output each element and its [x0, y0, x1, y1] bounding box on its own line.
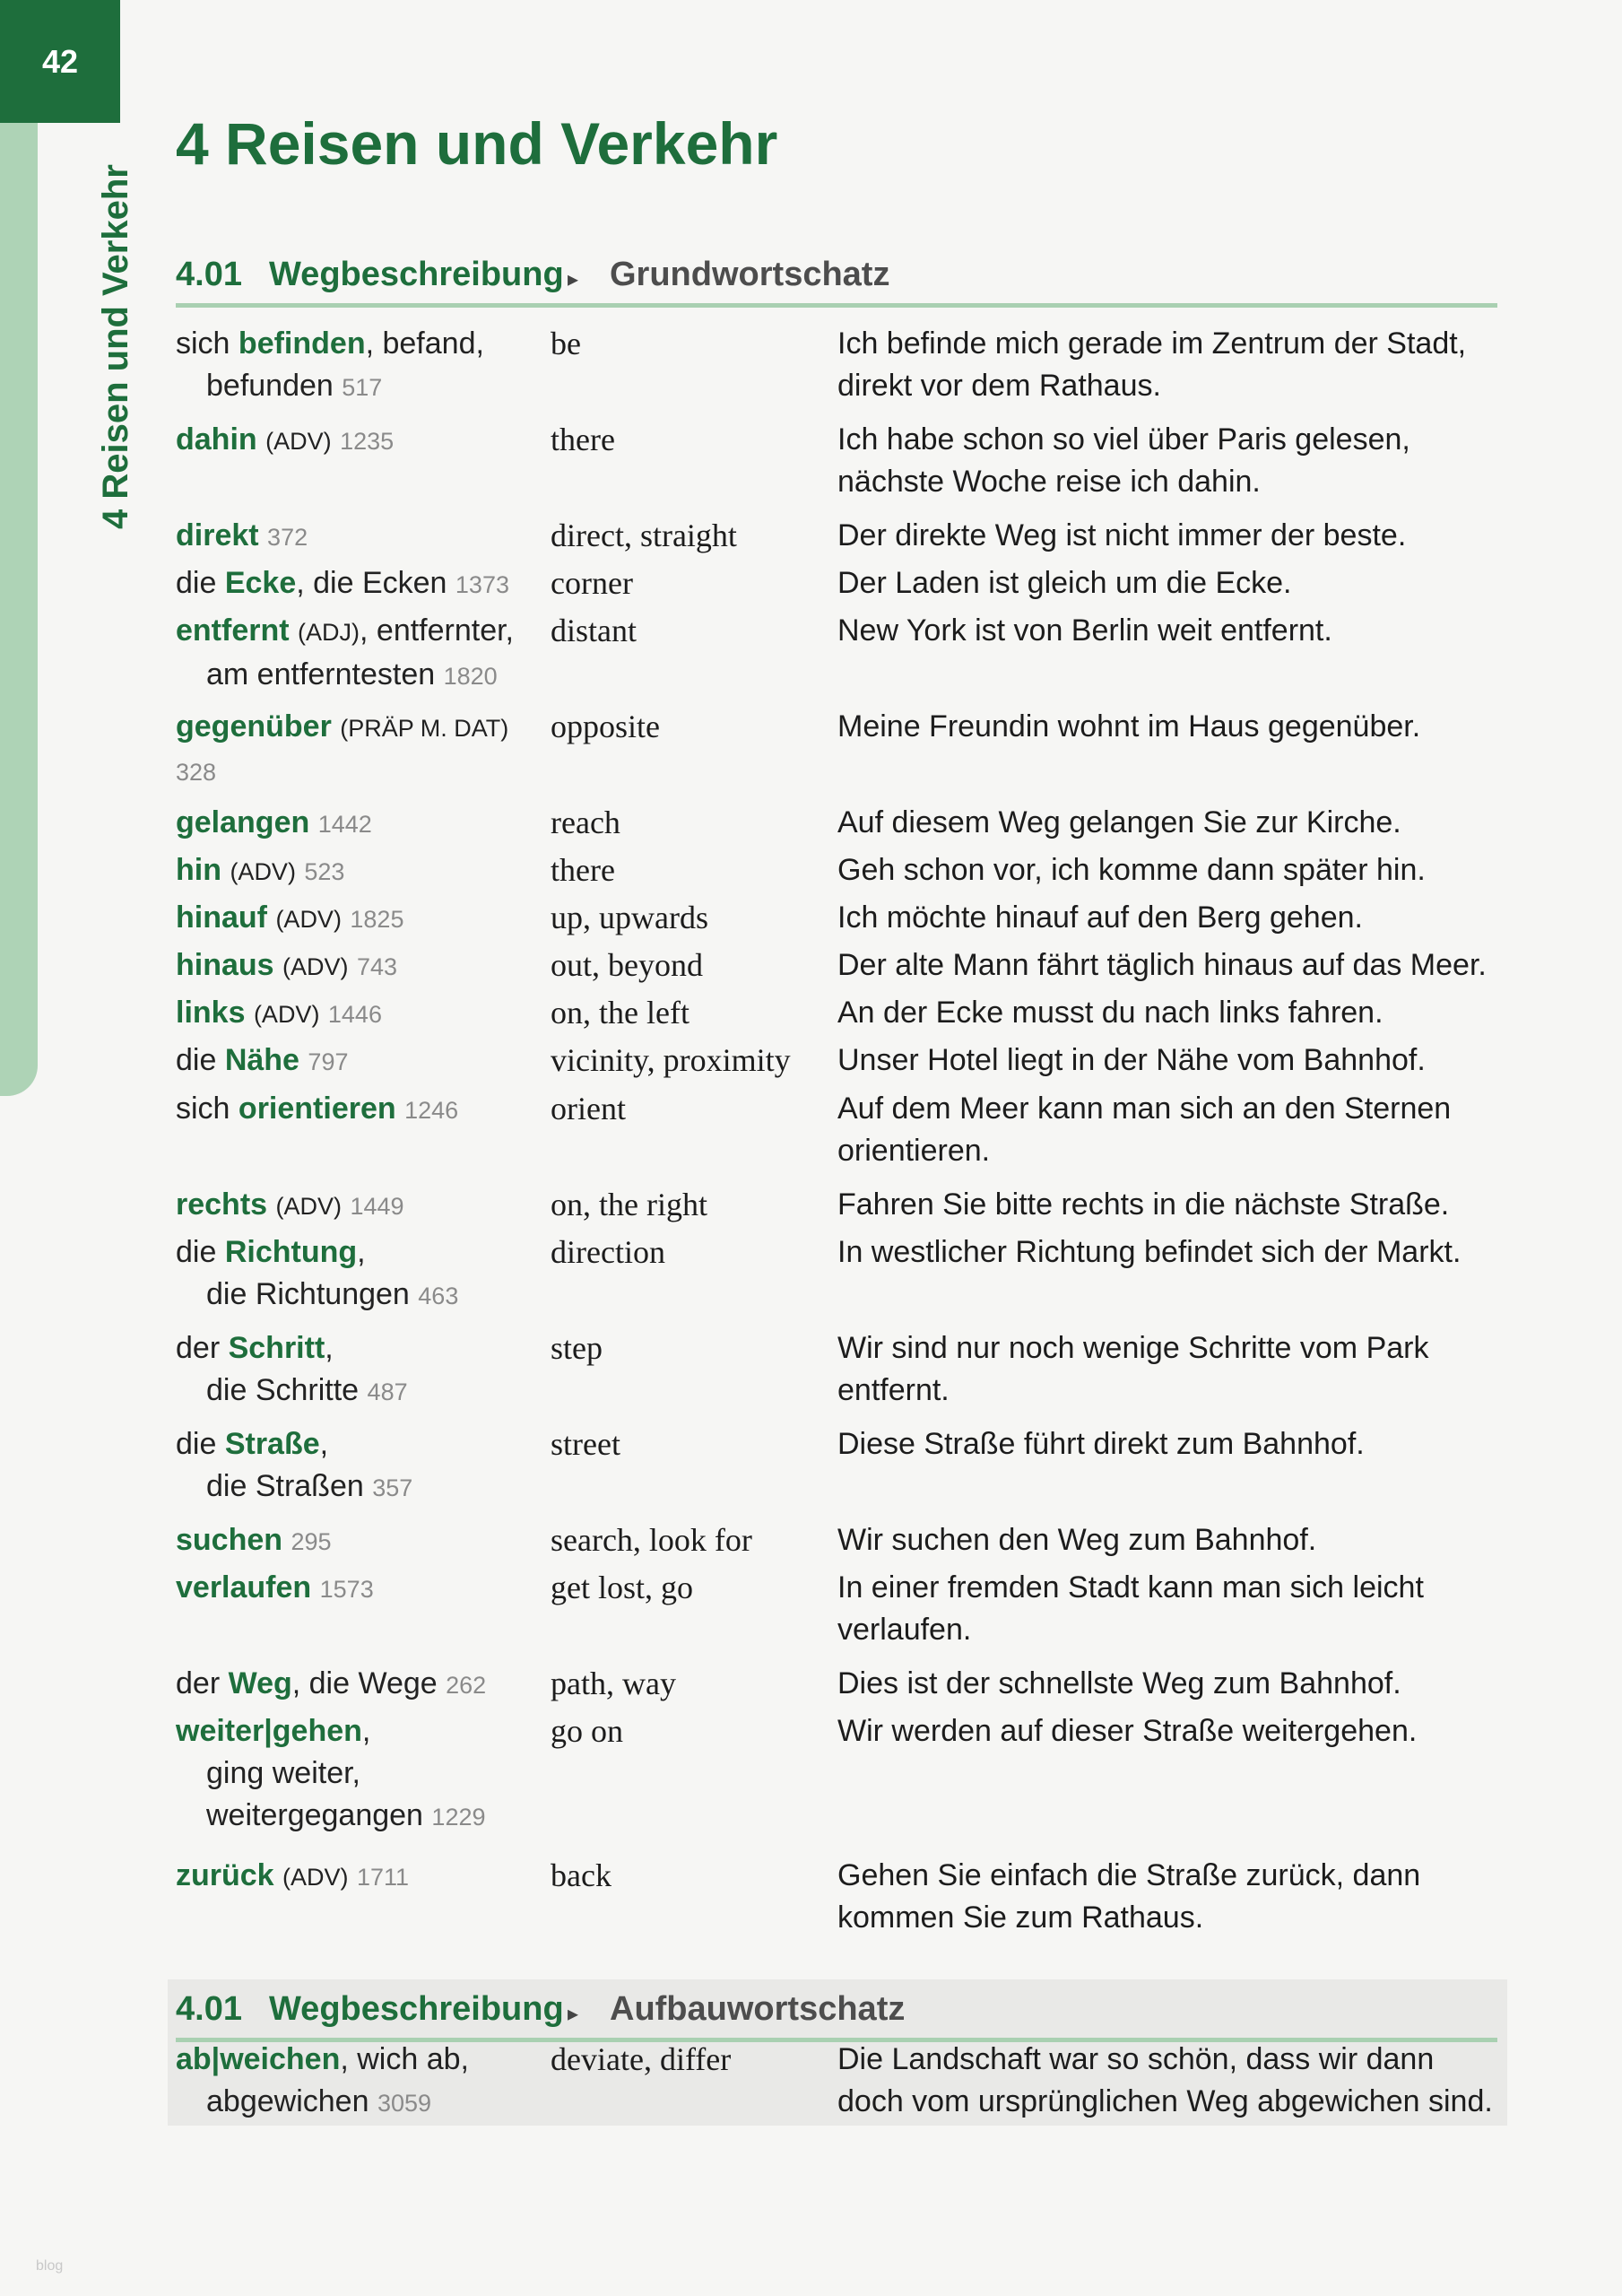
- headword: Nähe: [224, 1043, 299, 1077]
- watermark: blog: [36, 2258, 64, 2274]
- grammar-label: (ADV): [265, 428, 332, 455]
- english-translation: opposite: [551, 709, 660, 744]
- section-number: 4.01: [176, 256, 242, 293]
- headword: direkt: [176, 518, 259, 552]
- headword: zurück: [176, 1858, 274, 1892]
- english-translation: there: [551, 422, 615, 457]
- english-translation: corner: [551, 565, 633, 601]
- english-translation: on, the left: [551, 995, 690, 1031]
- headword: gelangen: [176, 805, 310, 839]
- example-sentence: In westlicher Richtung befindet sich der Markt.: [837, 1235, 1462, 1269]
- frequency-rank: 1820: [443, 663, 498, 690]
- term-continuation: am entferntesten 1820: [206, 657, 498, 691]
- frequency-rank: 797: [308, 1048, 349, 1075]
- frequency-rank: 743: [356, 953, 398, 980]
- chapter-side-strip: [0, 123, 38, 1096]
- english-translation: direct, straight: [551, 517, 737, 553]
- german-term: [176, 897, 534, 941]
- english-translation: be: [551, 326, 581, 361]
- headword: entfernt: [176, 613, 290, 648]
- headword: gegenüber: [176, 709, 332, 744]
- english-translation: step: [551, 1330, 603, 1366]
- example-sentence: Meine Freundin wohnt im Haus gegenüber.: [837, 709, 1421, 744]
- english-translation: up, upwards: [551, 900, 708, 935]
- english-translation: on, the right: [551, 1187, 707, 1222]
- term-continuation: die Straßen 357: [206, 1469, 413, 1503]
- frequency-rank: 1711: [357, 1864, 410, 1891]
- frequency-rank: 3059: [377, 2090, 432, 2117]
- section-heading-grundwortschatz: [176, 244, 1497, 308]
- english-translation: deviate, differ: [551, 2041, 732, 2077]
- section-title: Wegbeschreibung: [269, 256, 564, 293]
- english-translation: get lost, go: [551, 1570, 693, 1605]
- grammar-label: (ADV): [282, 953, 349, 980]
- frequency-rank: 357: [372, 1474, 413, 1501]
- chapter-sidebar-title: 4 Reisen und Verkehr: [96, 164, 135, 529]
- grammar-label: (ADV): [275, 906, 342, 933]
- german-term: die Ecke, die Ecken 1373: [176, 566, 509, 600]
- frequency-rank: 1235: [340, 428, 395, 455]
- english-translation: street: [551, 1426, 620, 1462]
- headword: ab|weichen: [176, 2042, 341, 2076]
- german-term: entfernt (ADJ), entfernter, am entferntesten 1820: [176, 610, 534, 698]
- german-term: [176, 1519, 534, 1563]
- section-number: 4.01: [176, 1990, 242, 2028]
- term-continuation: befunden 517: [206, 369, 383, 403]
- triangle-right-icon: ▸: [568, 267, 579, 291]
- german-term: [176, 802, 534, 846]
- frequency-rank: 1573: [319, 1576, 374, 1603]
- term-continuation: ging weiter,: [206, 1756, 360, 1790]
- term-continuation: die Schritte 487: [206, 1373, 408, 1407]
- section-subtitle: Aufbauwortschatz: [610, 1990, 906, 2028]
- headword: Weg: [228, 1666, 292, 1700]
- german-term: der Weg, die Wege 262: [176, 1666, 487, 1700]
- term-continuation: weitergegangen 1229: [206, 1798, 486, 1832]
- grammar-label: (PRÄP M. DAT): [340, 715, 509, 742]
- example-sentence: Wir werden auf dieser Straße weitergehen.: [837, 1714, 1418, 1748]
- german-term: sich orientieren 1246: [176, 1091, 459, 1126]
- frequency-rank: 1229: [431, 1804, 486, 1831]
- german-term: [176, 515, 534, 559]
- example-sentence: Der Laden ist gleich um die Ecke.: [837, 566, 1292, 600]
- german-term: sich befinden, befand, befunden 517: [176, 323, 534, 409]
- term-continuation: abgewichen 3059: [206, 2084, 432, 2118]
- example-sentence: In einer fremden Stadt kann man sich leicht verlaufen.: [837, 1570, 1424, 1647]
- grammar-label: (ADJ): [298, 619, 360, 646]
- triangle-right-icon: ▸: [568, 2002, 579, 2026]
- german-term: [176, 706, 534, 794]
- example-sentence: Gehen Sie einfach die Straße zurück, dann kommen Sie zum Rathaus.: [837, 1858, 1421, 1935]
- german-term: [176, 1184, 534, 1228]
- english-translation: reach: [551, 804, 620, 840]
- example-sentence: Diese Straße führt direkt zum Bahnhof.: [837, 1427, 1365, 1461]
- frequency-rank: 295: [291, 1528, 332, 1555]
- german-term: [176, 419, 534, 463]
- german-term: der Schritt, die Schritte 487: [176, 1327, 534, 1413]
- frequency-rank: 1449: [350, 1193, 404, 1220]
- german-term: die Straße, die Straßen 357: [176, 1423, 534, 1509]
- english-translation: there: [551, 852, 615, 888]
- german-term: die Nähe 797: [176, 1043, 349, 1077]
- english-translation: search, look for: [551, 1522, 752, 1558]
- example-sentence: Die Landschaft war so schön, dass wir dann doch vom ursprünglichen Weg abgewichen sind.: [837, 2042, 1493, 2118]
- english-translation: out, beyond: [551, 947, 703, 983]
- headword: Schritt: [228, 1331, 325, 1365]
- grammar-label: (ADV): [275, 1193, 343, 1220]
- example-sentence: New York ist von Berlin weit entfernt.: [837, 613, 1332, 648]
- example-sentence: Ich habe schon so viel über Paris gelesen, nächste Woche reise ich dahin.: [837, 422, 1410, 499]
- english-translation: go on: [551, 1713, 623, 1749]
- frequency-rank: 463: [418, 1283, 459, 1309]
- example-sentence: Auf diesem Weg gelangen Sie zur Kirche.: [837, 805, 1401, 839]
- headword: weiter|gehen: [176, 1714, 362, 1748]
- headword: orientieren: [238, 1091, 396, 1126]
- frequency-rank: 1246: [404, 1097, 459, 1124]
- frequency-rank: 487: [367, 1378, 408, 1405]
- example-sentence: Wir suchen den Weg zum Bahnhof.: [837, 1523, 1317, 1557]
- grammar-label: (ADV): [282, 1864, 349, 1891]
- german-term: ab|weichen, wich ab, abgewichen 3059: [176, 2039, 534, 2125]
- german-term: weiter|gehen, ging weiter, weitergegangen 1229: [176, 1710, 534, 1839]
- grammar-label: (ADV): [230, 858, 296, 885]
- headword: dahin: [176, 422, 257, 457]
- german-term: [176, 849, 534, 893]
- english-translation: back: [551, 1857, 612, 1893]
- english-translation: direction: [551, 1234, 665, 1270]
- headword: hin: [176, 853, 221, 887]
- example-sentence: Ich möchte hinauf auf den Berg gehen.: [837, 900, 1363, 935]
- headword: Richtung: [224, 1235, 358, 1269]
- example-sentence: Unser Hotel liegt in der Nähe vom Bahnhof.: [837, 1043, 1426, 1077]
- section-heading-aufbauwortschatz: [176, 1979, 1497, 2042]
- example-sentence: Geh schon vor, ich komme dann später hin.: [837, 853, 1426, 887]
- frequency-rank: 517: [342, 374, 383, 401]
- english-translation: path, way: [551, 1665, 676, 1701]
- section-subtitle: Grundwortschatz: [610, 256, 890, 293]
- headword: hinaus: [176, 948, 274, 982]
- english-translation: orient: [551, 1091, 626, 1126]
- english-translation: distant: [551, 613, 637, 648]
- example-sentence: Der direkte Weg ist nicht immer der beste.: [837, 518, 1407, 552]
- frequency-rank: 1825: [350, 906, 404, 933]
- term-continuation: die Richtungen 463: [206, 1277, 459, 1311]
- example-sentence: Dies ist der schnellste Weg zum Bahnhof.: [837, 1666, 1401, 1700]
- example-sentence: Ich befinde mich gerade im Zentrum der Stadt, direkt vor dem Rathaus.: [837, 326, 1467, 403]
- german-term: [176, 1567, 534, 1611]
- frequency-rank: 1442: [317, 811, 372, 838]
- example-sentence: Fahren Sie bitte rechts in die nächste Straße.: [837, 1187, 1450, 1222]
- frequency-rank: 523: [304, 858, 345, 885]
- german-term: die Richtung, die Richtungen 463: [176, 1231, 534, 1318]
- example-sentence: Auf dem Meer kann man sich an den Sternen orientieren.: [837, 1091, 1452, 1168]
- chapter-title: 4 Reisen und Verkehr: [176, 110, 778, 177]
- frequency-rank: 1373: [455, 571, 509, 598]
- headword: rechts: [176, 1187, 268, 1222]
- frequency-rank: 328: [176, 759, 217, 786]
- example-sentence: Wir sind nur noch wenige Schritte vom Park entfernt.: [837, 1331, 1429, 1407]
- frequency-rank: 372: [267, 524, 308, 551]
- headword: suchen: [176, 1523, 283, 1557]
- german-term: [176, 1855, 534, 1899]
- headword: Straße: [224, 1427, 320, 1461]
- headword: verlaufen: [176, 1570, 312, 1605]
- example-sentence: Der alte Mann fährt täglich hinaus auf das Meer.: [837, 948, 1487, 982]
- headword: Ecke: [224, 566, 297, 600]
- headword: links: [176, 996, 246, 1030]
- german-term: [176, 992, 534, 1036]
- example-sentence: An der Ecke musst du nach links fahren.: [837, 996, 1383, 1030]
- grammar-label: (ADV): [253, 1001, 320, 1028]
- german-term: [176, 944, 534, 988]
- headword: hinauf: [176, 900, 267, 935]
- headword: befinden: [238, 326, 366, 361]
- english-translation: vicinity, proximity: [551, 1042, 791, 1078]
- section-title: Wegbeschreibung: [269, 1990, 564, 2028]
- page-number: 42: [0, 0, 120, 123]
- frequency-rank: 1446: [327, 1001, 382, 1028]
- frequency-rank: 262: [446, 1672, 487, 1699]
